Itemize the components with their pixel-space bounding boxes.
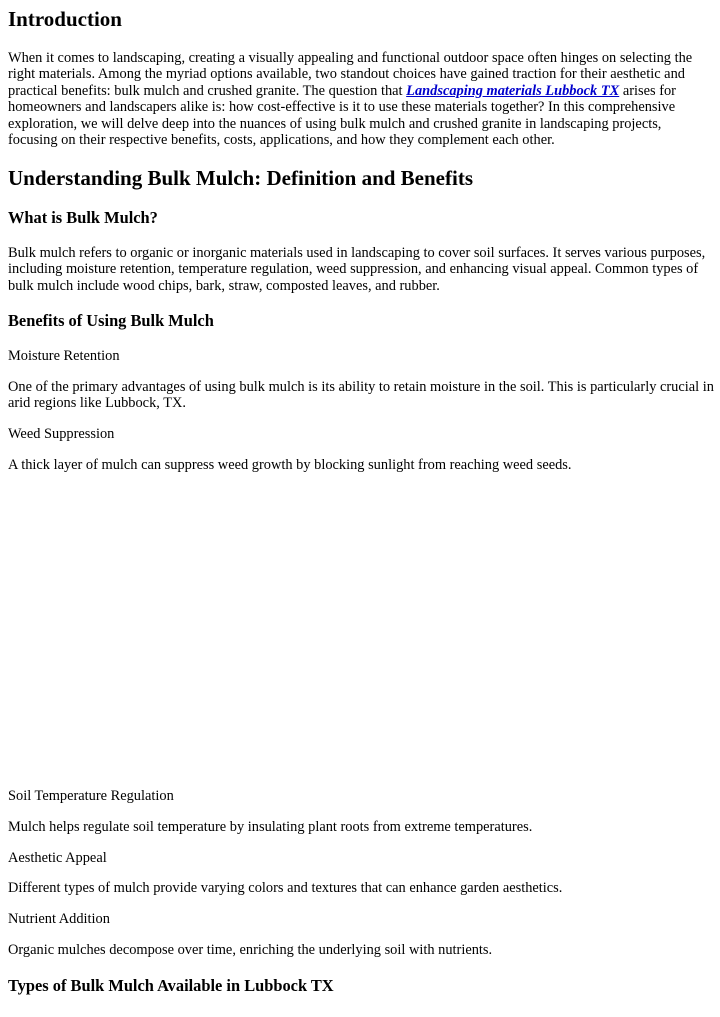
what-is-paragraph: Bulk mulch refers to organic or inorganic materials used in landscaping to cover soil surfaces. It serves various purposes, including moisture retention, temperature regulation, weed suppression, and enhancing visual appeal. Common types of bulk mulch include wood chips, bark, straw, composted leaves, and rubber. xyxy=(8,245,706,294)
benefit-text: One of the primary advantages of using bulk mulch is its ability to retain moisture in the soil. This is particularly crucial in arid regions like Lubbock, TX. xyxy=(8,379,714,412)
understanding-heading: Understanding Bulk Mulch: Definition and Benefits xyxy=(8,166,473,190)
benefit-text: A thick layer of mulch can suppress weed growth by blocking sunlight from reaching weed seeds. xyxy=(8,457,572,473)
benefit-text: Organic mulches decompose over time, enriching the underlying soil with nutrients. xyxy=(8,942,493,958)
intro-text-after-link: arises for homeowners and landscapers alike is: how cost-effective is it to use these materials together? In this comprehensive exploration, we will delve deep into the nuances of using bulk mulch and crushed granite in landscaping projects, focusing on their respective benefits, costs, applications, and how they complement each other. xyxy=(8,82,676,149)
intro-text-before-link: When it comes to landscaping, creating a visually appealing and functional outdoor space often hinges on selecting the right materials. Among the myriad options available, two standout choices have gained traction for their aesthetic and practical benefits: bulk mulch and crushed granite. The question that xyxy=(8,50,693,99)
benefits-heading: Benefits of Using Bulk Mulch xyxy=(8,311,214,330)
benefit-title: Moisture Retention xyxy=(8,348,120,364)
types-heading: Types of Bulk Mulch Available in Lubbock TX xyxy=(8,976,334,995)
landscaping-materials-link[interactable]: Landscaping materials Lubbock TX xyxy=(406,82,620,99)
benefit-title: Weed Suppression xyxy=(8,426,115,442)
what-is-heading: What is Bulk Mulch? xyxy=(8,208,158,227)
blank-gap xyxy=(8,480,714,780)
benefit-title: Nutrient Addition xyxy=(8,911,110,927)
benefit-title: Soil Temperature Regulation xyxy=(8,788,174,804)
intro-paragraph xyxy=(8,50,714,148)
benefit-text: Different types of mulch provide varying colors and textures that can enhance garden aesthetics. xyxy=(8,880,563,896)
intro-heading: Introduction xyxy=(8,7,122,31)
benefit-text: Mulch helps regulate soil temperature by insulating plant roots from extreme temperatures. xyxy=(8,819,533,835)
benefit-title: Aesthetic Appeal xyxy=(8,850,107,866)
